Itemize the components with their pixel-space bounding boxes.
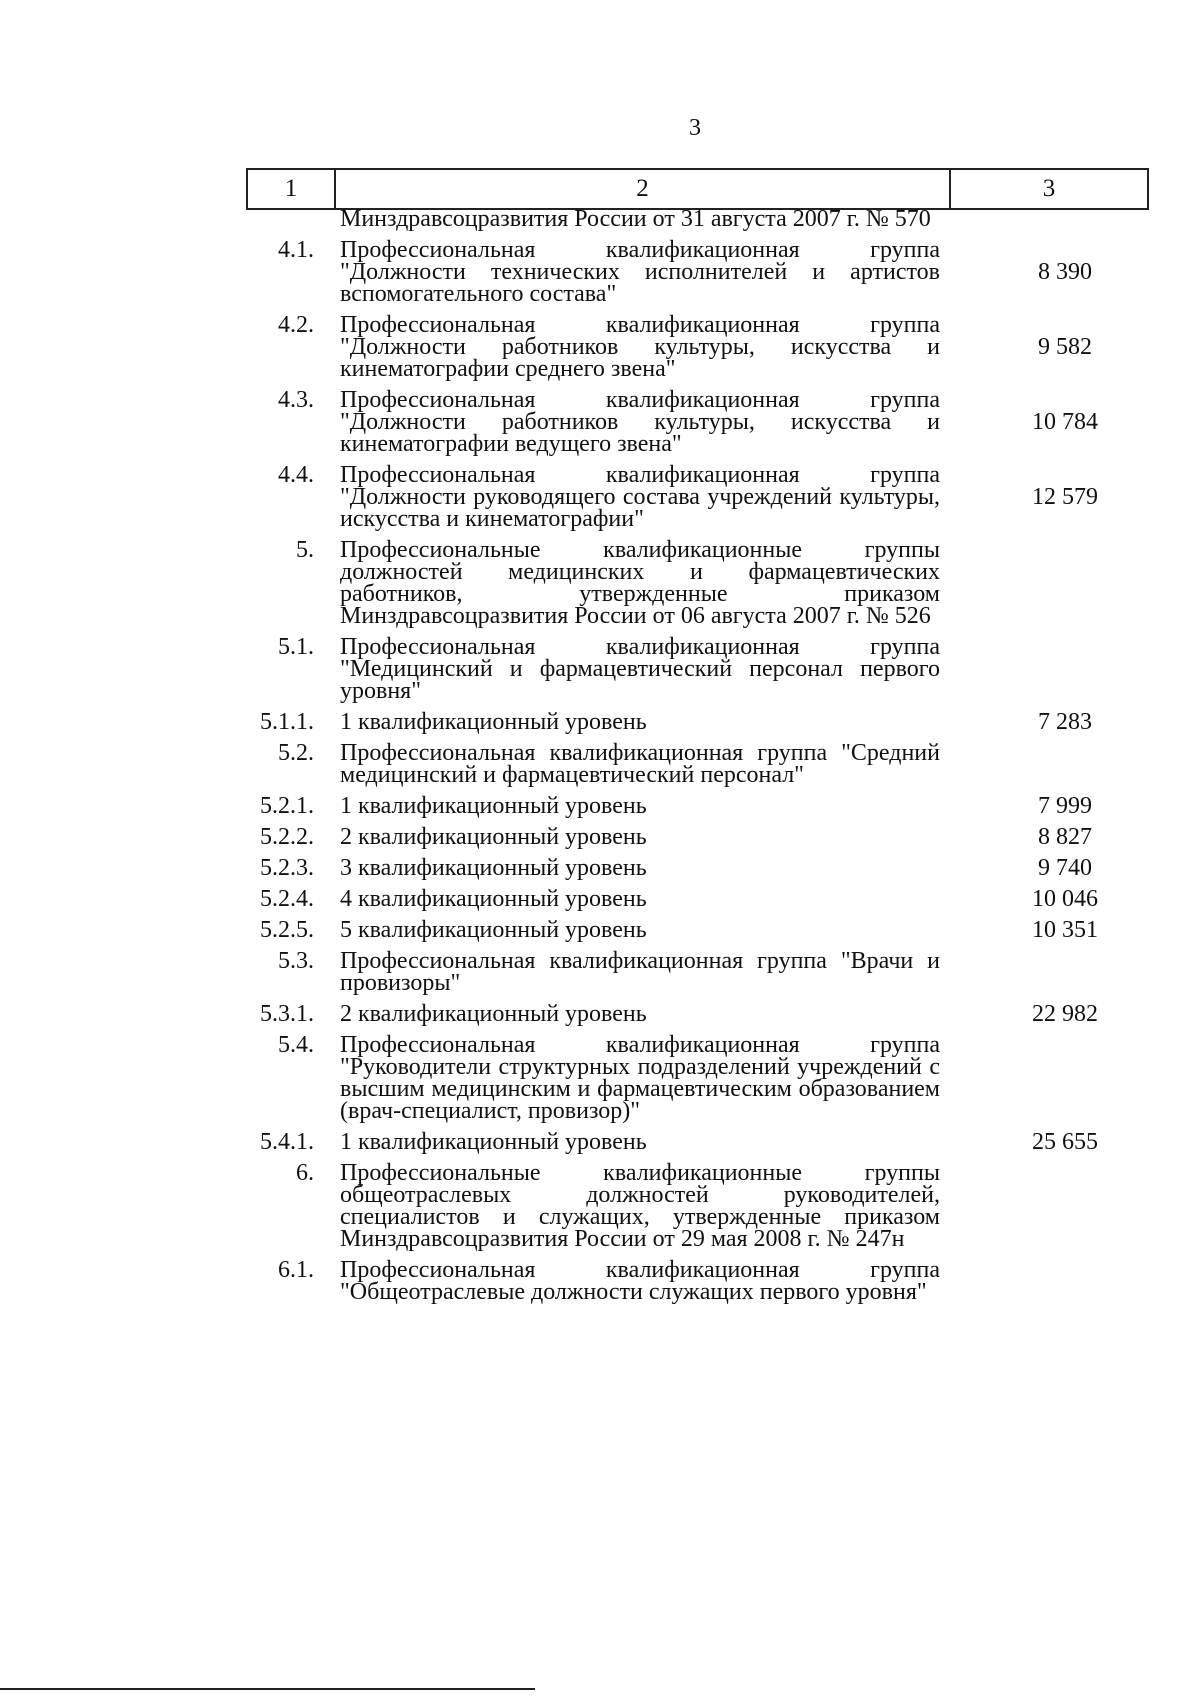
header-col-2: 2 bbox=[336, 170, 951, 208]
row-number: 4.4. bbox=[278, 462, 314, 488]
row-value: 8 390 bbox=[1038, 259, 1092, 285]
row-value: 7 283 bbox=[1038, 709, 1092, 735]
table-row bbox=[230, 464, 1130, 530]
row-description: Профессиональная квалификационная группа "Должности работников культуры, искусства и кинематографии ведущего звена" bbox=[340, 387, 940, 457]
row-number: 4.3. bbox=[278, 387, 314, 413]
row-description: 5 квалификационный уровень bbox=[340, 917, 647, 943]
table-row bbox=[230, 857, 1130, 879]
row-number: 5.2. bbox=[278, 740, 314, 766]
table-row bbox=[230, 1034, 1130, 1122]
row-value: 12 579 bbox=[1032, 484, 1098, 510]
row-description: Профессиональная квалификационная группа "Должности работников культуры, искусства и кинематографии среднего звена" bbox=[340, 312, 940, 382]
row-value: 10 351 bbox=[1032, 917, 1098, 943]
table-header-row bbox=[246, 168, 1149, 210]
row-value: 10 046 bbox=[1032, 886, 1098, 912]
table-row bbox=[230, 239, 1130, 305]
table-body bbox=[230, 208, 1130, 1312]
row-description: 1 квалификационный уровень bbox=[340, 793, 647, 819]
table-row bbox=[230, 539, 1130, 627]
row-description: 2 квалификационный уровень bbox=[340, 1001, 647, 1027]
row-description: Профессиональные квалификационные группы должностей медицинских и фармацевтических работников, утвержденные приказом Минздравсоцразвития России от 06 августа 2007 г. № 526 bbox=[340, 537, 940, 629]
table-row bbox=[230, 795, 1130, 817]
row-value: 25 655 bbox=[1032, 1129, 1098, 1155]
table-row bbox=[230, 389, 1130, 455]
row-value: 9 582 bbox=[1038, 334, 1092, 360]
header-col-1: 1 bbox=[248, 170, 336, 208]
table-row bbox=[230, 1003, 1130, 1025]
row-description: Профессиональная квалификационная группа "Врачи и провизоры" bbox=[340, 948, 940, 996]
row-description: 1 квалификационный уровень bbox=[340, 1129, 647, 1155]
row-number: 5.1.1. bbox=[260, 709, 314, 735]
row-number: 5. bbox=[296, 537, 314, 563]
table-row bbox=[230, 1131, 1130, 1153]
row-number: 5.2.2. bbox=[260, 824, 314, 850]
page-number: 3 bbox=[689, 115, 701, 141]
table-row bbox=[230, 826, 1130, 848]
table-row bbox=[230, 1162, 1130, 1250]
header-col-3: 3 bbox=[1042, 175, 1056, 202]
row-description: Профессиональная квалификационная группа "Должности руководящего состава учреждений культуры, искусства и кинематографии" bbox=[340, 462, 940, 532]
table-row bbox=[230, 1259, 1130, 1303]
row-description: Профессиональная квалификационная группа "Общеотраслевые должности служащих первого уровня" bbox=[340, 1257, 940, 1305]
row-number: 5.2.5. bbox=[260, 917, 314, 943]
table-row bbox=[230, 208, 1130, 230]
row-number: 5.3.1. bbox=[260, 1001, 314, 1027]
row-number: 5.4.1. bbox=[260, 1129, 314, 1155]
row-value: 9 740 bbox=[1038, 855, 1092, 881]
footer-divider bbox=[0, 1688, 535, 1690]
row-description: Минздравсоцразвития России от 31 августа 2007 г. № 570 bbox=[340, 206, 931, 232]
table-row bbox=[230, 742, 1130, 786]
row-description: Профессиональные квалификационные группы общеотраслевых должностей руководителей, специалистов и служащих, утвержденные приказом Минздравсоцразвития России от 29 мая 2008 г. № 247н bbox=[340, 1160, 940, 1252]
row-number: 6.1. bbox=[278, 1257, 314, 1283]
table-row bbox=[230, 919, 1130, 941]
row-description: 3 квалификационный уровень bbox=[340, 855, 647, 881]
row-number: 5.1. bbox=[278, 634, 314, 660]
row-number: 5.2.4. bbox=[260, 886, 314, 912]
row-number: 6. bbox=[296, 1160, 314, 1186]
row-value: 10 784 bbox=[1032, 409, 1098, 435]
row-description: Профессиональная квалификационная группа "Медицинский и фармацевтический персонал первого уровня" bbox=[340, 634, 940, 704]
row-number: 5.3. bbox=[278, 948, 314, 974]
row-description: 1 квалификационный уровень bbox=[340, 709, 647, 735]
row-description: 4 квалификационный уровень bbox=[340, 886, 647, 912]
table-row bbox=[230, 888, 1130, 910]
table-row bbox=[230, 950, 1130, 994]
row-number: 4.2. bbox=[278, 312, 314, 338]
row-description: Профессиональная квалификационная группа "Средний медицинский и фармацевтический персонал" bbox=[340, 740, 940, 788]
row-number: 5.4. bbox=[278, 1032, 314, 1058]
row-number: 4.1. bbox=[278, 237, 314, 263]
row-number: 5.2.1. bbox=[260, 793, 314, 819]
table-row bbox=[230, 636, 1130, 702]
row-description: 2 квалификационный уровень bbox=[340, 824, 647, 850]
row-value: 22 982 bbox=[1032, 1001, 1098, 1027]
table-row bbox=[230, 711, 1130, 733]
row-description: Профессиональная квалификационная группа "Должности технических исполнителей и артистов вспомогательного состава" bbox=[340, 237, 940, 307]
row-number: 5.2.3. bbox=[260, 855, 314, 881]
table-row bbox=[230, 314, 1130, 380]
row-value: 7 999 bbox=[1038, 793, 1092, 819]
row-description: Профессиональная квалификационная группа "Руководители структурных подразделений учреждений с высшим медицинским и фармацевтическим образованием (врач-специалист, провизор)" bbox=[340, 1032, 940, 1124]
row-value: 8 827 bbox=[1038, 824, 1092, 850]
